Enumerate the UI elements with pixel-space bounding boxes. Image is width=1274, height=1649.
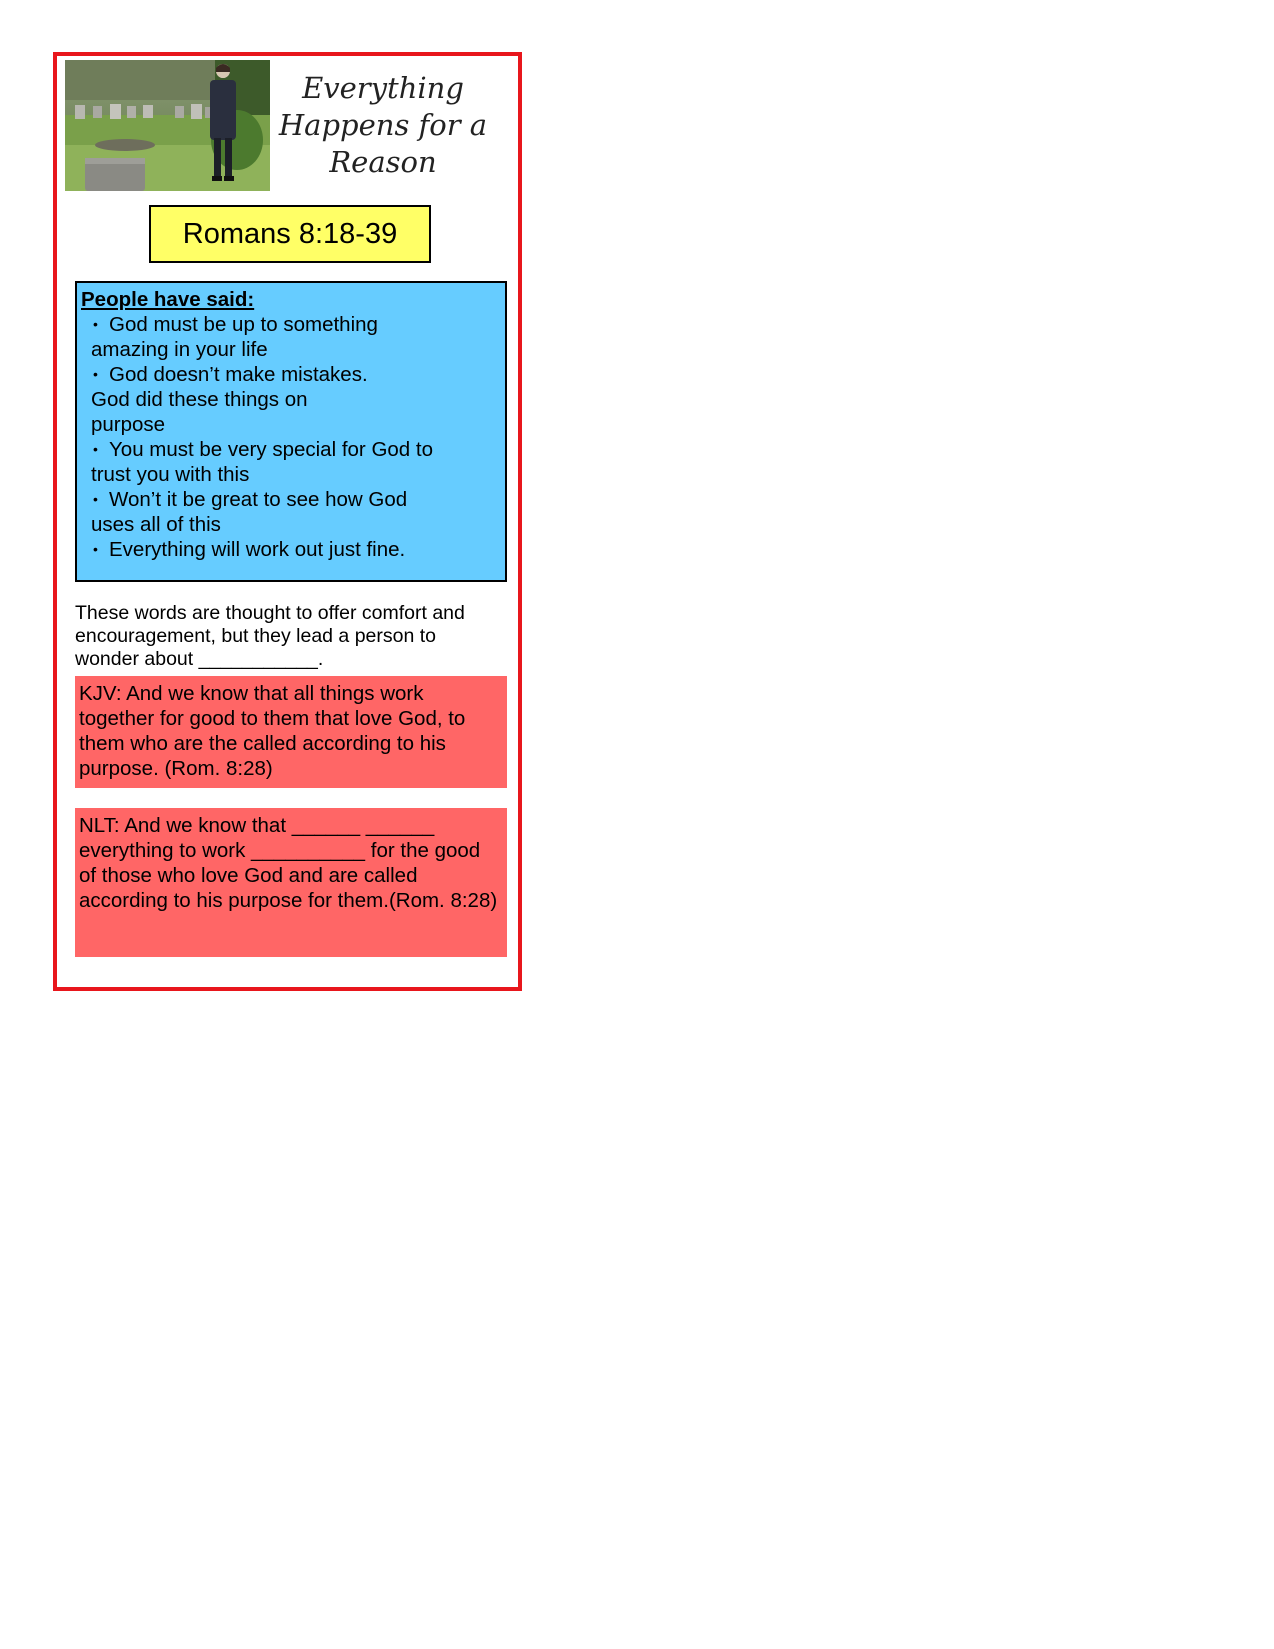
comfort-line-3: wonder about ___________.	[75, 648, 324, 670]
title-line-3: Reason	[329, 145, 437, 179]
bullet-icon: •	[93, 491, 98, 507]
kjv-line: them who are the called according to his	[79, 732, 446, 755]
comfort-line-2: encouragement, but they lead a person to	[75, 625, 436, 647]
list-item-line: amazing in your life	[91, 338, 268, 361]
bullet-icon: •	[93, 541, 98, 557]
people-have-said-box	[75, 281, 507, 582]
kjv-line: together for good to them that love God, to	[79, 707, 466, 730]
kjv-verse-box	[75, 676, 507, 788]
list-item-line: God did these things on	[91, 388, 308, 411]
list-item-line: purpose	[91, 413, 166, 436]
title-line-2: Happens for a	[278, 108, 488, 142]
nlt-line: everything to work __________ for the good	[79, 839, 481, 862]
list-item	[91, 362, 501, 437]
comfort-paragraph	[75, 602, 507, 671]
nlt-verse-box	[75, 808, 507, 957]
kjv-line: purpose. (Rom. 8:28)	[79, 757, 273, 780]
bullet-icon: •	[93, 441, 98, 457]
scripture-reference: Romans 8:18-39	[149, 205, 431, 263]
handout-title	[270, 70, 496, 181]
list-item	[91, 487, 501, 537]
nlt-line: according to his purpose for them.(Rom. 8:28)	[79, 889, 498, 912]
nlt-line: of those who love God and are called	[79, 864, 418, 887]
list-item	[91, 537, 501, 562]
list-item-line: trust you with this	[91, 463, 250, 486]
list-item-line: Everything will work out just fine.	[109, 538, 406, 561]
cemetery-photo	[65, 60, 270, 191]
bullet-icon: •	[93, 366, 98, 382]
comfort-line-1: These words are thought to offer comfort and	[75, 602, 465, 624]
kjv-line: KJV: And we know that all things work	[79, 682, 424, 705]
list-item	[91, 437, 501, 487]
list-item-line: God doesn’t make mistakes.	[109, 363, 368, 386]
list-item	[91, 312, 501, 362]
handout-frame	[53, 52, 522, 991]
bullet-icon: •	[93, 316, 98, 332]
title-line-1: Everything	[302, 71, 464, 105]
nlt-line: NLT: And we know that ______ ______	[79, 814, 435, 837]
people-have-said-heading: People have said:	[81, 288, 255, 311]
list-item-line: Won’t it be great to see how God	[109, 488, 408, 511]
list-item-line: uses all of this	[91, 513, 221, 536]
list-item-line: God must be up to something	[109, 313, 378, 336]
list-item-line: You must be very special for God to	[109, 438, 433, 461]
people-have-said-list	[81, 312, 501, 562]
